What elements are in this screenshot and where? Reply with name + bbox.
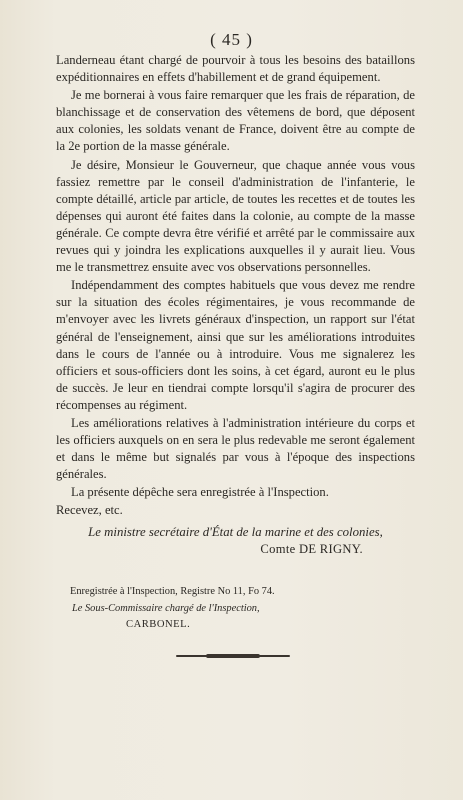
registry-officer-title: Le Sous-Commissaire chargé de l'Inspection, [72,602,260,614]
registry-note [70,584,400,634]
paragraph: Je me bornerai à vous faire remarquer que les frais de réparation, de blanchissage et de conservation des vêtemens de bord, que déposent aux colonies, les soldats venant de France, doivent être au compte de la 2e portion de la masse générale. [56,88,415,154]
page-number: ( 45 ) [210,30,253,49]
registry-officer-name: CARBONEL. [126,619,191,630]
paragraph: Les améliorations relatives à l'administration intérieure du corps et les officiers auxquels on en sera le plus redevable me seront également et dans le même but signalés par vous à l'époque des inspections générales. [56,415,415,482]
signatory-name: Comte DE RIGNY. [260,541,363,556]
letter-body [56,52,415,558]
paragraph: Je désire, Monsieur le Gouverneur, que chaque année vous vous fassiez remettre par le conseil d'administration de l'infanterie, le compte détaillé, article par article, de toutes les recettes et de toutes les dépenses qui auront été faites dans la colonie, au compte de la masse générale. Ce compte devra être vérifié et arrêté par le commissaire aux revues qui y joindra les explications auxquelles il y aurait lieu. Vous me le transmettrez ensuite avec vos observations personnelles. [56,157,415,275]
paragraph: La présente dépêche sera enregistrée à l'Inspection. [71,485,329,500]
closing-line: Recevez, etc. [56,503,123,518]
paragraph: Indépendamment des comptes habituels que vous devez me rendre sur la situation des écoles régimentaires, je vous recommande de m'envoyer avec les livrets généraux d'inspection, un rapport sur l'état général de l'enseignement, ainsi que sur les améliorations introduites dans le cours de l'année ou à introduire. Vous me signalerez les officiers et sous-officiers dont les soins, à cet égard, auront eu le plus de succès. Je leur en tiendrai compte lorsqu'il s'agira de procurer des récompenses au régiment. [56,278,415,412]
registry-line: Enregistrée à l'Inspection, Registre No 11, Fo 74. [70,586,275,597]
signatory-title: Le ministre secrétaire d'État de la marine et des colonies, [88,524,383,539]
ornamental-rule [176,655,290,657]
paragraph-continuation: Landerneau étant chargé de pourvoir à tous les besoins des bataillons expéditionnaires en effets d'habillement et de grand équipement. [56,53,415,85]
